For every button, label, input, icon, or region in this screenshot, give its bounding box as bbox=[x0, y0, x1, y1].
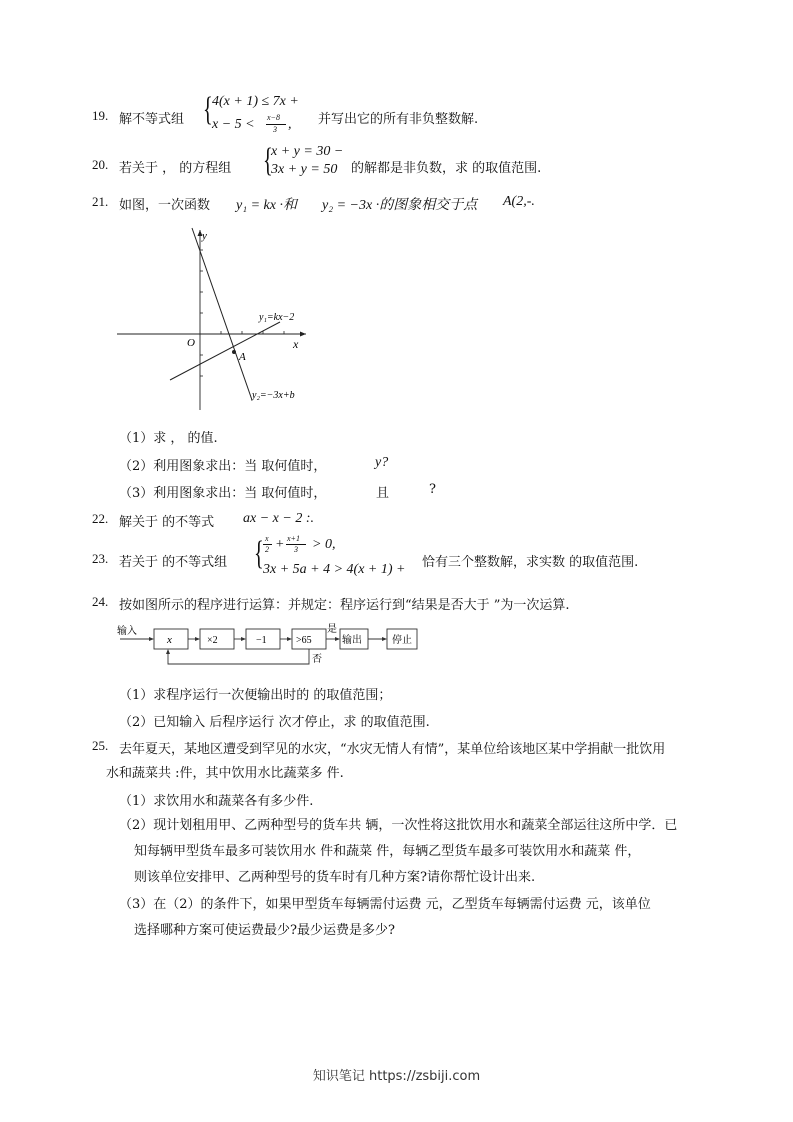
q21-point: A(2,-. bbox=[503, 194, 535, 209]
q25-part2-line2: 知每辆甲型货车最多可装饮用水 件和蔬菜 件，每辆乙型货车最多可装饮用水和蔬菜 件， bbox=[134, 844, 641, 859]
q21-part3: （3）利用图象求出：当 取何值时， bbox=[119, 486, 327, 501]
q22-eq: ax − x − 2 :. bbox=[243, 511, 314, 526]
q20-brace: { bbox=[263, 142, 273, 179]
q24-part1: （1）求程序运行一次便输出时的 的取值范围； bbox=[119, 688, 392, 703]
q25-part1: （1）求饮用水和蔬菜各有多少件. bbox=[119, 794, 314, 809]
graph-line-y1 bbox=[170, 322, 280, 380]
q24-text: 按如图所示的程序进行运算：并规定：程序运行到“结果是否大于 ”为一次运算. bbox=[119, 598, 570, 613]
q24-number: 24. bbox=[92, 594, 109, 609]
q23-f2-bot: 3 bbox=[294, 545, 298, 554]
q19-frac-bot: 3 bbox=[273, 125, 277, 134]
q19-number: 19. bbox=[92, 108, 109, 123]
q21-eq1: y₁ = kx ·和 bbox=[236, 198, 297, 213]
flow-input-label: 输入 bbox=[117, 626, 137, 637]
q25-part3-line1: （3）在（2）的条件下，如果甲型货车每辆需付运费 元，乙型货车每辆需付运费 元，该单位 bbox=[119, 897, 651, 912]
flow-box-stop-label: 停止 bbox=[392, 635, 412, 646]
q23-f1-top: x bbox=[265, 534, 269, 543]
flow-box-times2-label: ×2 bbox=[207, 635, 218, 646]
q23-text1: 若关于 的不等式组 bbox=[119, 555, 228, 570]
q19-brace: { bbox=[203, 91, 213, 128]
q21-eq2: y₂ = −3x ·的图象相交于点 bbox=[322, 198, 478, 213]
q21-part3-and: 且 bbox=[376, 486, 390, 501]
flow-box-output-label: 输出 bbox=[342, 635, 362, 646]
q21-part3-q: ? bbox=[429, 482, 436, 497]
graph-x-label: x bbox=[293, 337, 299, 351]
q21-part1: （1）求 ， 的值. bbox=[119, 431, 218, 446]
q25-number: 25. bbox=[92, 738, 109, 753]
graph-point-a bbox=[232, 350, 236, 354]
q23-brace: { bbox=[254, 535, 264, 572]
q23-line2: 3x + 5a + 4 > 4(x + 1) + bbox=[263, 562, 406, 577]
q23-f1-bot: 2 bbox=[265, 545, 269, 554]
graph-origin-label: O bbox=[187, 337, 195, 349]
q19-tail: 并写出它的所有非负整数解. bbox=[318, 112, 479, 127]
graph-y-label: y bbox=[202, 230, 207, 242]
q24-part2: （2）已知输入 后程序运行 次才停止，求 的取值范围. bbox=[119, 715, 430, 730]
q23-text2: 恰有三个整数解，求实数 的取值范围. bbox=[422, 555, 639, 570]
q21-text1: 如图，一次函数 bbox=[119, 198, 211, 213]
q23-gt: > 0, bbox=[312, 537, 336, 552]
q19-line1: 4(x + 1) ≤ 7x + bbox=[212, 94, 299, 109]
graph-l1-label: y₁=kx−2 bbox=[259, 312, 295, 323]
q23-f2-top: x+1 bbox=[287, 534, 300, 543]
q23-number: 23. bbox=[92, 551, 109, 566]
q21-part2: （2）利用图象求出：当 取何值时， bbox=[119, 459, 327, 474]
q25-line2: 水和蔬菜共 :件，其中饮用水比蔬菜多 件. bbox=[106, 766, 344, 781]
q20-number: 20. bbox=[92, 157, 109, 172]
flow-box-minus1-label: −1 bbox=[256, 635, 267, 646]
q20-text1: 若关于 ， 的方程组 bbox=[119, 161, 232, 176]
q24-flowchart bbox=[112, 620, 422, 678]
q20-line2: 3x + y = 50 bbox=[271, 162, 338, 177]
q25-line1: 去年夏天，某地区遭受到罕见的水灾，“水灾无情人有情”，某单位给该地区某中学捐献一批饮用 bbox=[119, 742, 666, 757]
q19-line2b: , bbox=[288, 117, 292, 132]
q21-number: 21. bbox=[92, 194, 109, 209]
q25-part2-line1: （2）现计划租用甲、乙两种型号的货车共 辆，一次性将这批饮用水和蔬菜全部运往这所中学．已 bbox=[119, 818, 678, 833]
q19-line2a: x − 5 < bbox=[212, 117, 255, 132]
graph-x-arrow bbox=[300, 332, 306, 337]
q21-graph bbox=[112, 222, 312, 417]
page-footer: 知识笔记 https://zsbiji.com bbox=[312, 1069, 481, 1084]
graph-line-y2 bbox=[192, 228, 252, 400]
q22-number: 22. bbox=[92, 511, 109, 526]
q23-plus: + bbox=[275, 537, 285, 552]
q19-lead: 解不等式组 bbox=[119, 112, 185, 127]
graph-l2-label: y₂=−3x+b bbox=[252, 390, 295, 401]
q20-line1: x + y = 30 − bbox=[271, 144, 344, 159]
q25-part3-line2: 选择哪种方案可使运费最少?最少运费是多少? bbox=[134, 923, 395, 938]
q22-text: 解关于 的不等式 bbox=[119, 515, 215, 530]
q20-text2: 的解都是非负数，求 的取值范围. bbox=[351, 161, 542, 176]
flow-box-x-label: x bbox=[167, 634, 172, 646]
flow-box-gt65-label: >65 bbox=[296, 635, 312, 646]
q19-frac-top: x−8 bbox=[267, 113, 280, 122]
flow-no-label: 否 bbox=[312, 654, 322, 665]
q25-part2-line3: 则该单位安排甲、乙两种型号的货车时有几种方案?请你帮忙设计出来. bbox=[134, 870, 536, 885]
graph-a-label: A bbox=[239, 351, 246, 363]
flow-yes-label: 是 bbox=[327, 624, 337, 635]
q21-part2-tail: y? bbox=[375, 455, 389, 470]
